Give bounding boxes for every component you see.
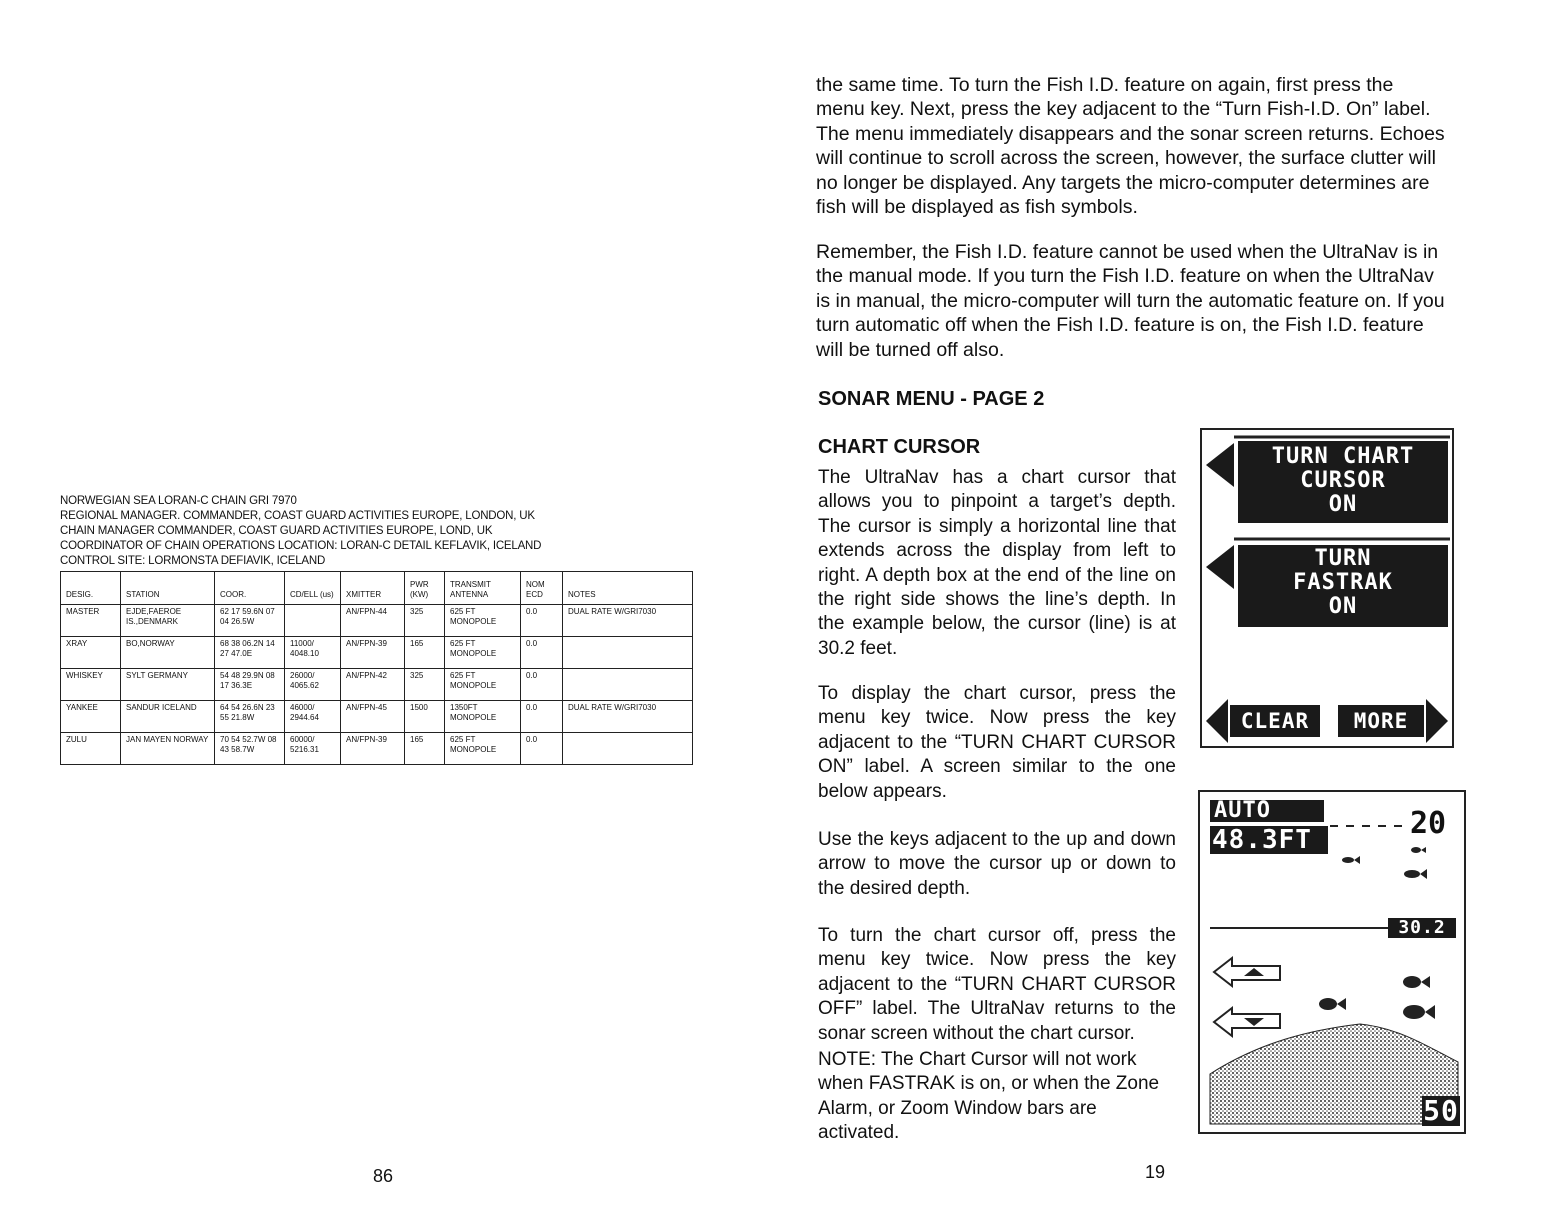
cell: 60000/ 5216.31 [285, 733, 341, 765]
sonar-screen-figure [1198, 790, 1466, 1134]
cell: SANDUR ICELAND [121, 701, 215, 733]
auto-mode-label: AUTO [1210, 800, 1324, 822]
cell: 165 [405, 637, 445, 669]
remember-paragraph: Remember, the Fish I.D. feature cannot be used when the UltraNav is in the manual mode. If you turn the Fish I.D. feature on when the UltraNav is in manual, the micro-computer will turn the automatic feature on. If you turn automatic off when the Fish I.D. feature is on, the Fish I.D. feature will be turned off also. [816, 241, 1445, 361]
cell: AN/FPN-45 [341, 701, 405, 733]
cell: 625 FT MONOPOLE [445, 669, 521, 701]
bottom-contour [1210, 1024, 1459, 1127]
cell: 165 [405, 733, 445, 765]
cell: DUAL RATE W/GRI7030 [563, 701, 693, 733]
cell: 0.0 [521, 637, 563, 669]
cell: 0.0 [521, 733, 563, 765]
digital-depth-readout: 48.3FT [1210, 826, 1328, 854]
cell [563, 669, 693, 701]
more-arrow-icon [1426, 699, 1448, 743]
col-pwr: PWR (KW) [405, 572, 445, 605]
cell: 625 FT MONOPOLE [445, 605, 521, 637]
cell: WHISKEY [61, 669, 121, 701]
cell: XRAY [61, 637, 121, 669]
cell: DUAL RATE W/GRI7030 [563, 605, 693, 637]
cell: AN/FPN-44 [341, 605, 405, 637]
table-row [61, 669, 693, 701]
cell: 1500 [405, 701, 445, 733]
cell: 0.0 [521, 701, 563, 733]
cell: AN/FPN-42 [341, 669, 405, 701]
cell: 325 [405, 605, 445, 637]
cell: 62 17 59.6N 07 04 26.5W [215, 605, 285, 637]
table-row [61, 605, 693, 637]
turn-chart-cursor-on-button[interactable]: TURN CHART CURSOR ON [1238, 441, 1448, 523]
cell: 1350FT MONOPOLE [445, 701, 521, 733]
cell: 54 48 29.9N 08 17 36.3E [215, 669, 285, 701]
cell [285, 605, 341, 637]
cursor-paragraph: The UltraNav has a chart cursor that allows you to pinpoint a target’s depth. The cursor is simply a horizontal line that extends across the display from left to right. A depth box at the end of the line on the right side shows the line’s depth. In the example below, the cursor (line) is at 30.2 feet. [818, 467, 1176, 659]
cursor-down-arrow-icon [1214, 1008, 1280, 1036]
note-paragraph: NOTE: The Chart Cursor will not work when FASTRAK is on, or when the Zone Alarm, or Zoom Window bars are activated. [818, 1049, 1160, 1144]
cell: 11000/ 4048.10 [285, 637, 341, 669]
regional-manager: REGIONAL MANAGER. COMMANDER, COAST GUARD ACTIVITIES EUROPE, LONDON, UK [60, 510, 535, 522]
loran-station-table [60, 571, 693, 765]
chain-info-header [60, 494, 700, 569]
col-cd-ell: CD/ELL (us) [285, 572, 341, 605]
turn-fastrak-on-button[interactable]: TURN FASTRAK ON [1238, 545, 1448, 627]
cell: BO,NORWAY [121, 637, 215, 669]
col-nom-ecd: NOM ECD [521, 572, 563, 605]
cell: 0.0 [521, 605, 563, 637]
col-antenna: TRANSMIT ANTENNA [445, 572, 521, 605]
cell: MASTER [61, 605, 121, 637]
section-heading: SONAR MENU - PAGE 2 [818, 388, 1045, 410]
cell: 26000/ 4065.62 [285, 669, 341, 701]
cell [563, 733, 693, 765]
col-xmitter: XMITTER [341, 572, 405, 605]
lower-range-label: 50 [1423, 1094, 1459, 1127]
cell: 46000/ 2944.64 [285, 701, 341, 733]
cursor-depth-box: 30.2 [1388, 918, 1456, 938]
table-row [61, 733, 693, 765]
cell: 64 54 26.6N 23 55 21.8W [215, 701, 285, 733]
cell: 68 38 06.2N 14 27 47.0E [215, 637, 285, 669]
chain-manager: CHAIN MANAGER COMMANDER, COAST GUARD ACTIVITIES EUROPE, LOND, UK [60, 525, 493, 537]
col-station: STATION [121, 572, 215, 605]
col-coor: COOR. [215, 572, 285, 605]
cursor-up-arrow-icon [1214, 958, 1280, 986]
intro-paragraph: the same time. To turn the Fish I.D. feature on again, first press the menu key. Next, press the key adjacent to the “Turn Fish-I.D. On” label. The menu immediately disappears and the sonar screen returns. Echoes will continue to scroll across the screen, however, the surface clutter will no longer be displayed. Any targets the micro-computer determines are fish will be displayed as fish symbols. [816, 74, 1445, 219]
cell: 70 54 52.7W 08 43 58.7W [215, 733, 285, 765]
right-page-number: 19 [1145, 1162, 1166, 1182]
clear-arrow-icon [1206, 699, 1228, 743]
more-button[interactable]: MORE [1338, 705, 1424, 737]
cell: AN/FPN-39 [341, 637, 405, 669]
col-desig: DESIG. [61, 572, 121, 605]
cell: EJDE,FAEROE IS.,DENMARK [121, 605, 215, 637]
table-header-row [61, 572, 693, 605]
col-notes: NOTES [563, 572, 693, 605]
display-paragraph: To display the chart cursor, press the menu key twice. Now press the key adjacent to the “TURN CHART CURSOR ON” label. A screen similar to the one below appears. [818, 683, 1176, 802]
coordinator: COORDINATOR OF CHAIN OPERATIONS LOCATION: LORAN-C DETAIL KEFLAVIK, ICELAND [60, 540, 542, 552]
menu-arrow-left-1-icon [1206, 443, 1234, 487]
cell: SYLT GERMANY [121, 669, 215, 701]
chart-cursor-heading: CHART CURSOR [818, 436, 981, 458]
table-row [61, 637, 693, 669]
cell: 0.0 [521, 669, 563, 701]
table-row [61, 701, 693, 733]
cell: YANKEE [61, 701, 121, 733]
cell: 325 [405, 669, 445, 701]
cell: 625 FT MONOPOLE [445, 733, 521, 765]
clear-button[interactable]: CLEAR [1230, 705, 1320, 737]
chain-title: NORWEGIAN SEA LORAN-C CHAIN GRI 7970 [60, 495, 297, 507]
menu-arrow-left-2-icon [1206, 545, 1234, 589]
off-paragraph: To turn the chart cursor off, press the menu key twice. Now press the key adjacent to the “TURN CHART CURSOR OFF” label. The UltraNav returns to the sonar screen without the chart cursor. [818, 925, 1176, 1044]
cell: ZULU [61, 733, 121, 765]
control-site: CONTROL SITE: LORMONSTA DEFIAVIK, ICELAND [60, 555, 326, 567]
cell [563, 637, 693, 669]
upper-range-label: 20 [1410, 806, 1447, 841]
keys-paragraph: Use the keys adjacent to the up and down arrow to move the cursor up or down to the desired depth. [818, 829, 1176, 899]
menu-screen-figure [1198, 427, 1456, 749]
left-page-number: 86 [373, 1166, 394, 1186]
cell: AN/FPN-39 [341, 733, 405, 765]
cell: 625 FT MONOPOLE [445, 637, 521, 669]
cell: JAN MAYEN NORWAY [121, 733, 215, 765]
